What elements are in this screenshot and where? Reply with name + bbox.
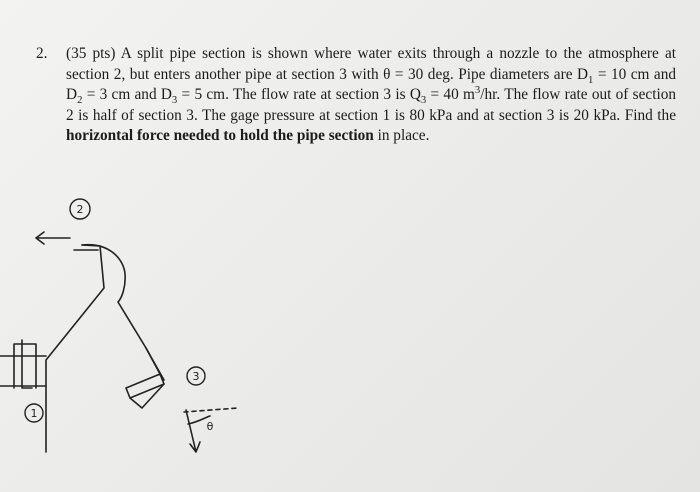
statement-text: /hr. The flow rate out of section 2 is half of section 3. The gage pressure at section 1 is 80 kPa and at section 3 is 20 kPa. Find the [66, 86, 676, 124]
subscript: 3 [420, 94, 427, 107]
label-2: 2 [76, 203, 84, 216]
label-3: 3 [192, 370, 200, 383]
arrow-3 [186, 410, 200, 452]
subscript: 2 [77, 94, 83, 107]
statement-text: = 40 m [426, 86, 475, 104]
statement-text: (35 pts) A split pipe section is shown where water exits through a nozzle to the atmosphere at section 2, but enters another pipe at section 3 with θ = 30 deg. Pipe diameters are D [66, 45, 676, 83]
nozzle-top [82, 245, 100, 246]
flange-1 [14, 340, 36, 388]
statement-text: in place. [373, 127, 430, 145]
pipe-left-wall [46, 246, 104, 452]
superscript: 3 [474, 84, 481, 97]
theta-label: θ [206, 420, 214, 433]
flange-3 [126, 374, 164, 398]
subscript: 1 [588, 73, 594, 86]
problem-number: 2. [36, 45, 48, 62]
statement-text: = 5 cm. The flow rate at section 3 is Q [177, 86, 421, 104]
pipe-inlet [0, 356, 46, 386]
reference-line [184, 408, 238, 412]
subscript: 3 [171, 94, 178, 107]
label-1: 1 [30, 407, 38, 420]
statement-text: = 3 cm and D [82, 86, 172, 104]
problem-statement [66, 44, 676, 147]
branch-3 [130, 348, 164, 408]
bold-text: horizontal force needed to hold the pipe section [66, 127, 374, 145]
pipe-diagram [0, 190, 260, 492]
statement-text: = 10 cm and D [66, 65, 676, 104]
arrow-2 [36, 232, 70, 244]
